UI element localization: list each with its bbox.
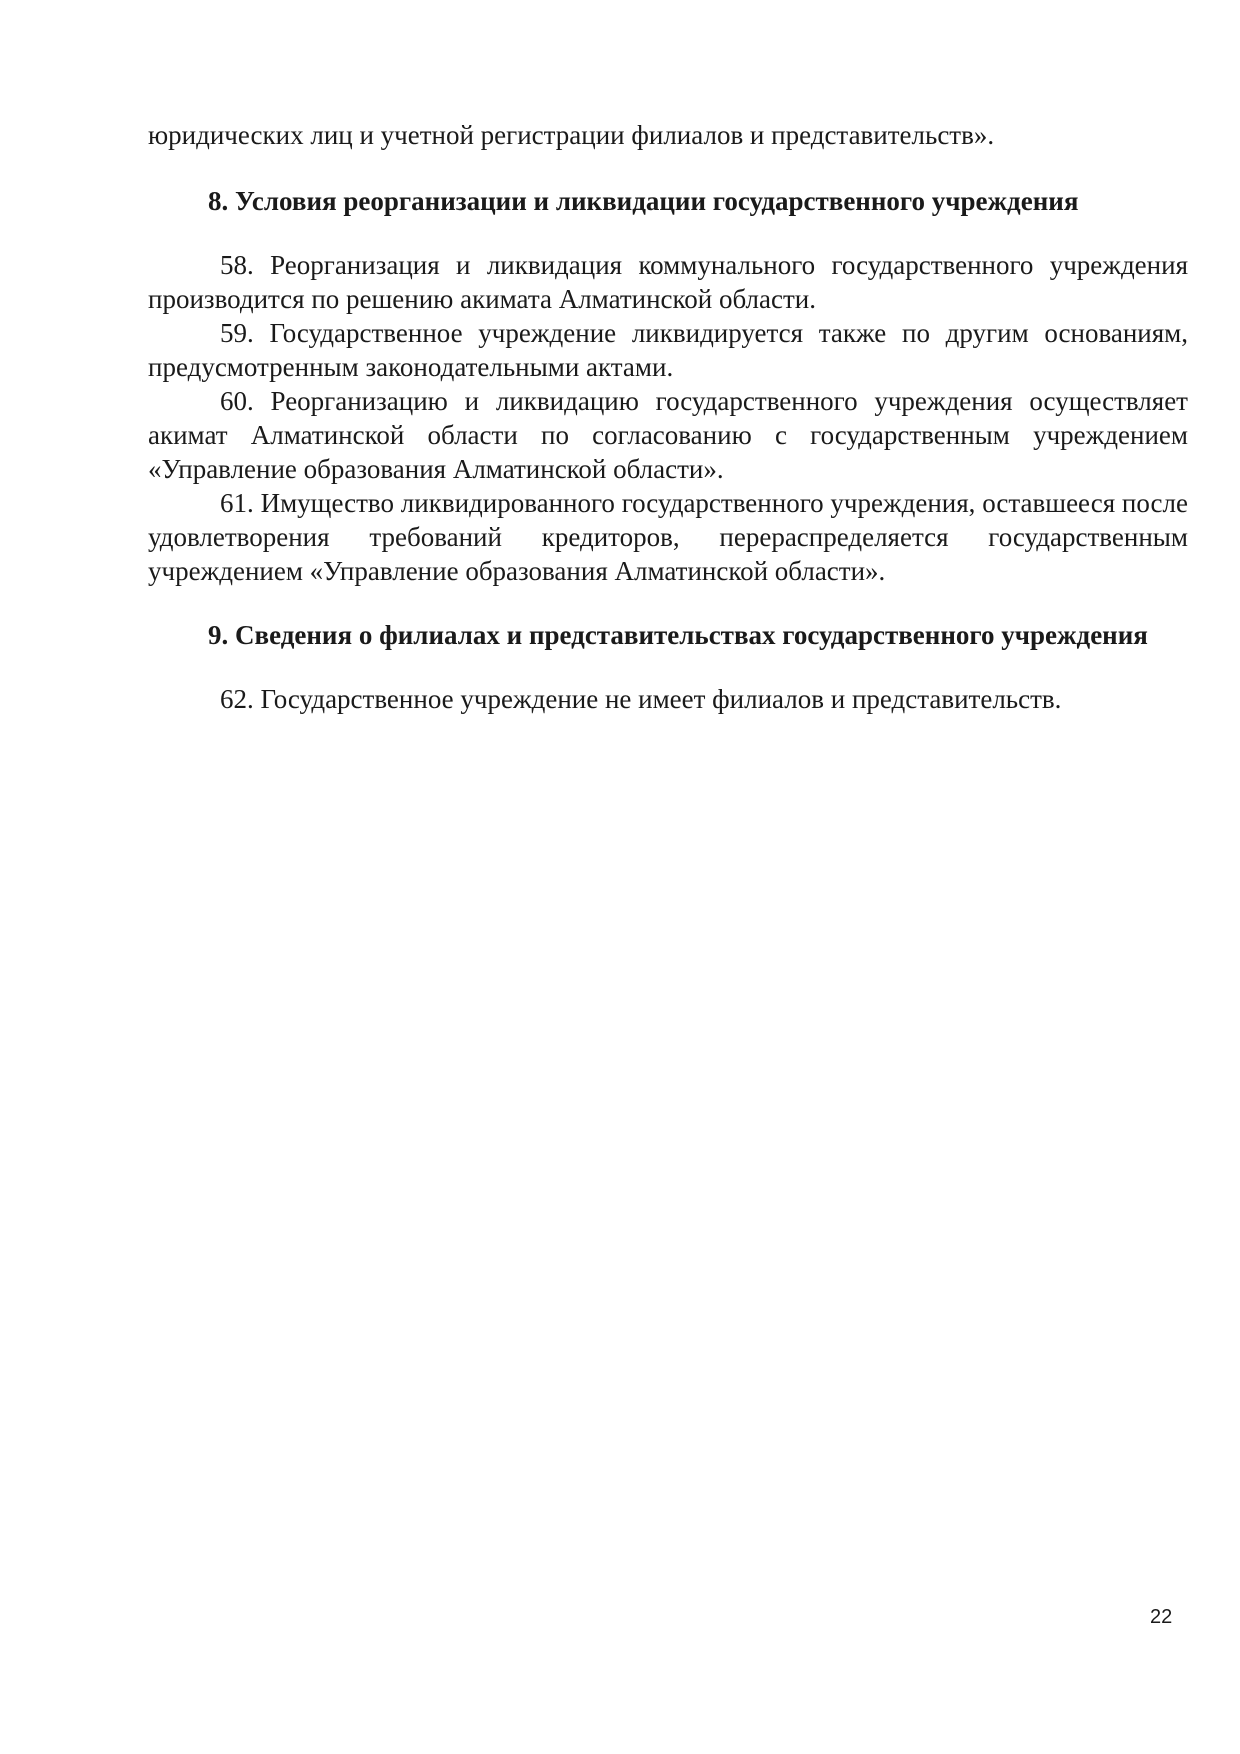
paragraph-60: 60. Реорганизацию и ликвидацию государственного учреждения осуществляет акимат Алматинской области по согласованию с государственным учреждением «Управление образования Алматинской области». [148, 386, 1188, 484]
paragraph-58: 58. Реорганизация и ликвидация коммунального государственного учреждения производится по решению акимата Алматинской области. [148, 250, 1188, 314]
paragraph-62: 62. Государственное учреждение не имеет филиалов и представительств. [220, 684, 1062, 714]
paragraph-61: 61. Имущество ликвидированного государственного учреждения, оставшееся после удовлетворения требований кредиторов, перераспределяется государственным учреждением «Управление образования Алматинской области». [148, 488, 1188, 586]
paragraph-59: 59. Государственное учреждение ликвидируется также по другим основаниям, предусмотренным законодательными актами. [148, 318, 1188, 382]
page-content [148, 118, 1188, 716]
page-number: 22 [1150, 1606, 1173, 1628]
section-9-heading: 9. Сведения о филиалах и представительствах государственного учреждения [208, 620, 1148, 650]
section-8-heading: 8. Условия реорганизации и ликвидации государственного учреждения [208, 186, 1079, 216]
continuation-text: юридических лиц и учетной регистрации филиалов и представительств». [148, 120, 995, 150]
